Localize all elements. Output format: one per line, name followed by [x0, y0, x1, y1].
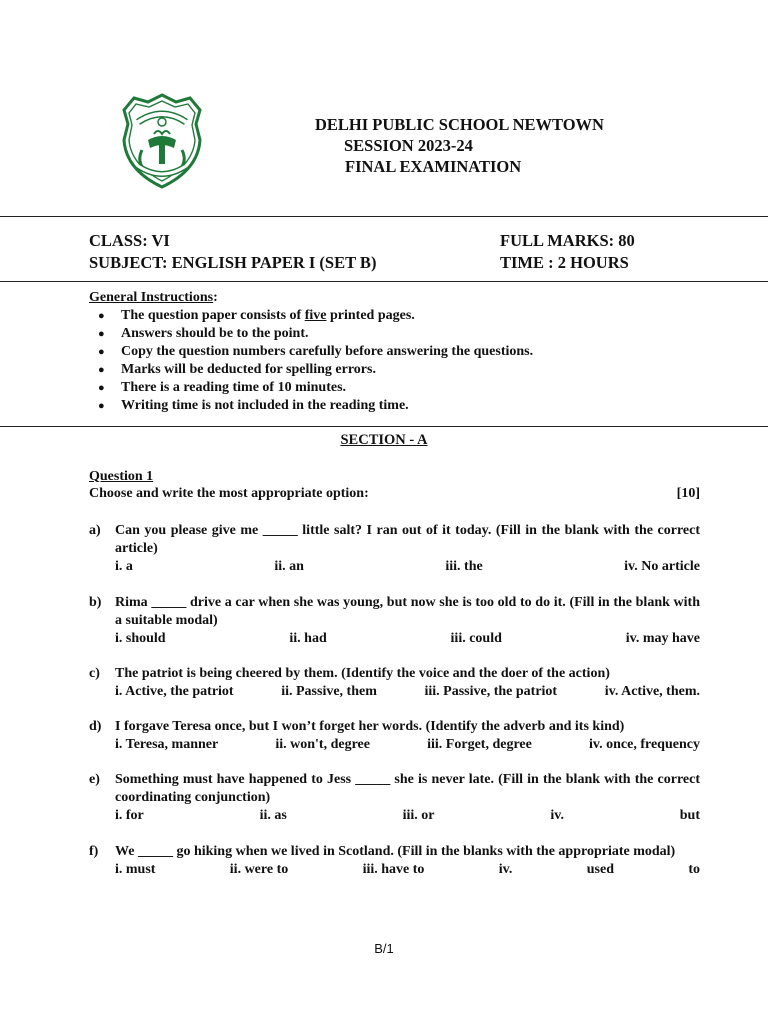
part-letter: c) — [89, 666, 100, 681]
general-instructions — [89, 289, 709, 415]
option: ii. as — [259, 808, 287, 823]
part-text: We _____ go hiking when we lived in Scotland. (Fill in the blanks with the appropriate modal) — [115, 844, 676, 859]
option: ii. an — [274, 559, 304, 574]
option-row — [115, 558, 700, 576]
option: i. Active, the patriot — [115, 684, 234, 699]
instruction-list — [89, 307, 709, 415]
option: i. a — [115, 559, 133, 574]
part-letter: a) — [89, 523, 101, 538]
question-instruction: Choose and write the most appropriate option: — [89, 486, 369, 501]
question-part-b — [89, 594, 700, 648]
option: iv. No article — [624, 559, 700, 574]
question-title: Question 1 — [89, 469, 154, 484]
section-title: SECTION - A — [340, 432, 428, 448]
option: used — [586, 862, 614, 877]
session: SESSION 2023-24 — [344, 136, 473, 155]
part-text: Rima _____ drive a car when she was young, but now she is too old to do it. (Fill in the blank with a suitable modal) — [115, 595, 700, 628]
option: iv. — [550, 808, 564, 823]
school-crest-icon — [120, 92, 204, 190]
part-letter: e) — [89, 772, 100, 787]
option: ii. won't, degree — [275, 737, 370, 752]
option-row — [115, 630, 700, 648]
option-row — [115, 736, 700, 754]
part-letter: b) — [89, 595, 102, 610]
instruction-item: ● There is a reading time of 10 minutes. — [89, 379, 709, 397]
option-row — [115, 807, 700, 825]
option: iii. Passive, the patriot — [424, 684, 558, 699]
option: i. for — [115, 808, 144, 823]
option: to — [688, 862, 700, 877]
exam-header — [300, 114, 640, 177]
option: iii. or — [402, 808, 435, 823]
option: but — [679, 808, 700, 823]
full-marks-label: FULL MARKS: 80 — [500, 231, 635, 250]
instruction-item: ● Answers should be to the point. — [89, 325, 709, 343]
option: iv. once, frequency — [589, 737, 700, 752]
question-part-d — [89, 718, 700, 754]
question-part-a — [89, 522, 700, 576]
instruction-item: ● The question paper consists of five printed pages. — [89, 307, 709, 325]
school-name: DELHI PUBLIC SCHOOL NEWTOWN — [315, 115, 604, 134]
time-label: TIME : 2 HOURS — [500, 253, 629, 272]
option: iii. could — [450, 631, 502, 646]
part-text: Something must have happened to Jess _____ she is never late. (Fill in the blank with the correct coordinating conjunction) — [115, 772, 700, 805]
exam-meta-right — [500, 230, 635, 274]
option-row — [115, 683, 700, 701]
class-label: CLASS: VI — [89, 231, 170, 250]
option: iii. the — [445, 559, 483, 574]
instruction-item: ● Writing time is not included in the reading time. — [89, 397, 709, 415]
question-part-e — [89, 771, 700, 825]
exam-name: FINAL EXAMINATION — [345, 157, 522, 176]
instruction-item: ● Marks will be deducted for spelling errors. — [89, 361, 709, 379]
part-text: The patriot is being cheered by them. (Identify the voice and the doer of the action) — [115, 666, 610, 681]
option: ii. Passive, them — [281, 684, 377, 699]
question-marks: [10] — [676, 486, 700, 501]
instruction-item: ● Copy the question numbers carefully before answering the questions. — [89, 343, 709, 361]
instructions-heading: General Instructions: — [89, 290, 218, 305]
option: ii. were to — [229, 862, 289, 877]
divider — [0, 281, 768, 282]
part-text: Can you please give me _____ little salt? I ran out of it today. (Fill in the blank with the correct article) — [115, 523, 700, 556]
option: iii. Forget, degree — [427, 737, 532, 752]
exam-meta-left — [89, 230, 376, 274]
part-letter: d) — [89, 719, 102, 734]
option: i. Teresa, manner — [115, 737, 219, 752]
part-letter: f) — [89, 844, 99, 859]
option: iv. may have — [625, 631, 700, 646]
part-text: I forgave Teresa once, but I won’t forget her words. (Identify the adverb and its kind) — [115, 719, 625, 734]
question-1-header — [89, 468, 700, 502]
option: iii. have to — [362, 862, 425, 877]
option: iv. Active, them. — [604, 684, 700, 699]
subject-label: SUBJECT: ENGLISH PAPER I (SET B) — [89, 253, 377, 272]
page-number: B/1 — [374, 941, 394, 956]
option-row — [115, 861, 700, 879]
option: i. should — [115, 631, 166, 646]
option: ii. had — [289, 631, 327, 646]
question-part-f — [89, 843, 700, 879]
option: iv. — [498, 862, 513, 877]
question-part-c — [89, 665, 700, 701]
divider — [0, 426, 768, 427]
divider — [0, 216, 768, 217]
option: i. must — [115, 862, 156, 877]
